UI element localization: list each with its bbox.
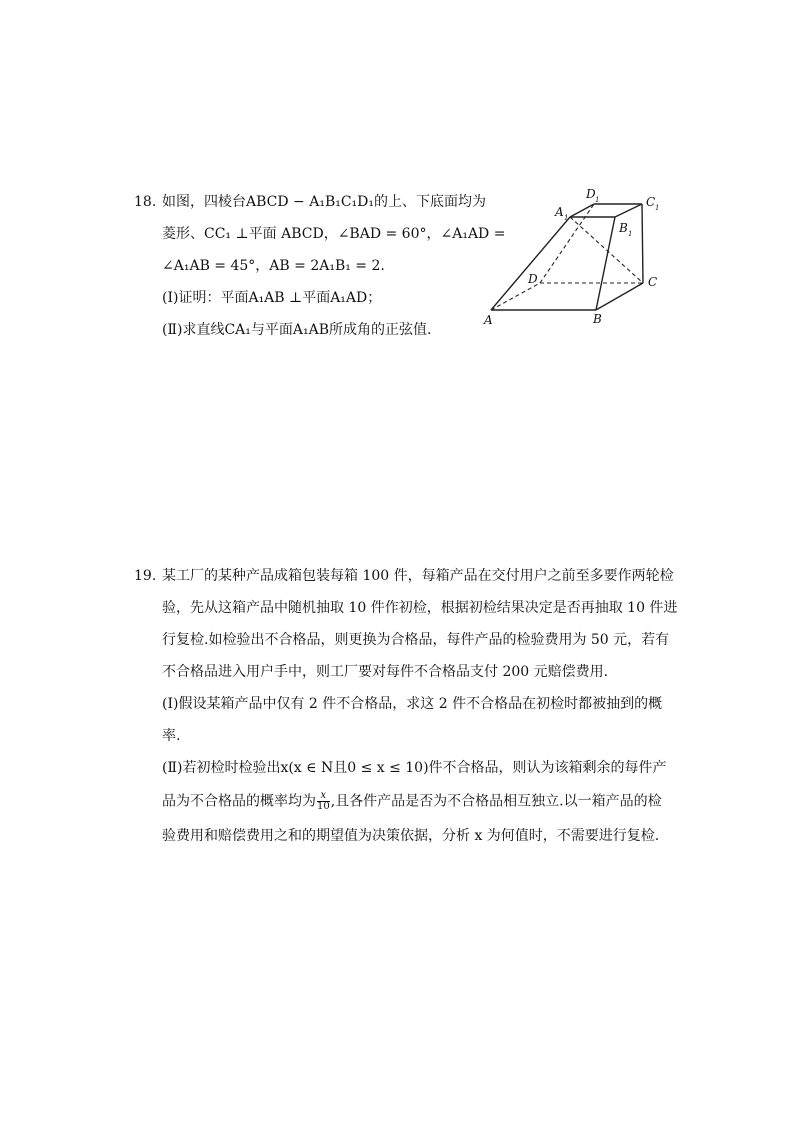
vertex-label-B1: B <box>619 221 628 235</box>
vertex-label-A1: A <box>555 205 564 219</box>
vertex-subscript: 1 <box>595 196 600 204</box>
vertex-subscript: 1 <box>628 230 633 238</box>
vertex-label-D: D <box>528 272 538 286</box>
question-text-line: 验，先从这箱产品中随机抽取 10 件作初检，根据初检结果决定是否再抽取 10 件进 <box>162 600 678 616</box>
vertex-label-D1: D <box>586 187 596 201</box>
vertex-label-B: B <box>593 312 602 326</box>
question-number: 19. <box>134 568 157 584</box>
sub-question-1: (Ⅰ)证明：平面A₁AB ⊥平面A₁AD； <box>162 290 382 306</box>
question-number: 18. <box>134 194 157 210</box>
vertex-subscript: 1 <box>564 214 569 222</box>
fraction-denominator: 10 <box>317 801 330 812</box>
frustum-diagram <box>478 182 668 327</box>
text-segment: 品为不合格品的概率均为 <box>162 793 316 810</box>
frustum-figure <box>478 182 668 327</box>
vertex-label-C1: C <box>646 195 656 209</box>
question-text-line: 某工厂的某种产品成箱包装每箱 100 件，每箱产品在交付用户之前至多要作两轮检 <box>162 568 674 584</box>
question-text-line: 行复检.如检验出不合格品，则更换为合格品，每件产品的检验费用为 50 元，若有 <box>162 632 670 648</box>
vertex-label-C: C <box>648 275 658 289</box>
sub-question-1: (Ⅰ)假设某箱产品中仅有 2 件不合格品，求这 2 件不合格品在初检时都被抽到的概 <box>162 696 663 712</box>
question-text-line: ∠A₁AB = 45°，AB = 2A₁B₁ = 2. <box>162 258 385 274</box>
question-text-line: 不合格品进入用户手中，则工厂要对每件不合格品支付 200 元赔偿费用. <box>162 664 609 680</box>
question-text-line: 验费用和赔偿费用之和的期望值为决策依据，分析 x 为何值时，不需要进行复检. <box>162 828 660 844</box>
vertex-label-A: A <box>484 313 493 327</box>
fraction-x-over-10 <box>317 791 330 812</box>
sub-question-2: (Ⅱ)若初检时检验出x(x ∈ N且0 ≤ x ≤ 10)件不合格品，则认为该箱剩余的每件产 <box>162 760 667 776</box>
text-segment: ,且各件产品是否为不合格品相互独立.以一箱产品的检 <box>330 793 662 810</box>
question-text-line: 率. <box>162 728 181 744</box>
question-text-line: 如图，四棱台ABCD − A₁B₁C₁D₁的上、下底面均为 <box>162 194 487 210</box>
fraction-numerator: x <box>317 791 330 802</box>
question-text-line <box>162 791 662 812</box>
question-text-line: 菱形、CC₁ ⊥平面 ABCD，∠BAD = 60°，∠A₁AD = <box>162 226 506 242</box>
sub-question-2: (Ⅱ)求直线CA₁与平面A₁AB所成角的正弦值. <box>162 322 432 338</box>
vertex-subscript: 1 <box>655 204 660 212</box>
